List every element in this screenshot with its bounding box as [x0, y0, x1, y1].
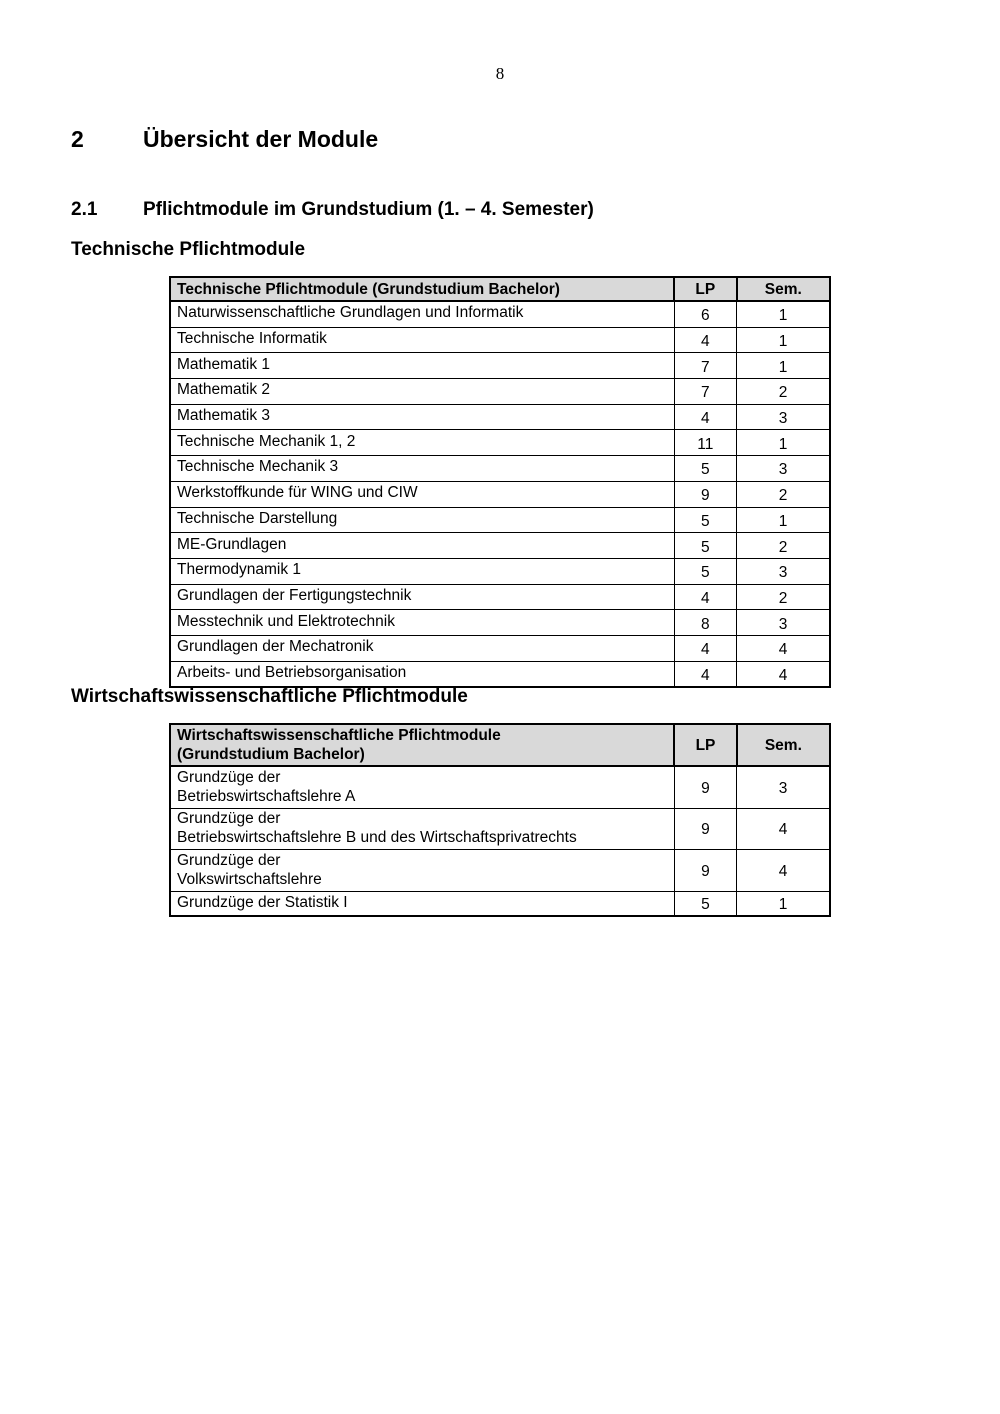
module-name: Werkstoffkunde für WING und CIW	[170, 481, 674, 507]
module-name	[170, 850, 674, 892]
module-name: Technische Darstellung	[170, 507, 674, 533]
module-name: Grundzüge der Statistik I	[170, 891, 674, 916]
table-row	[170, 404, 830, 430]
module-lp: 4	[674, 661, 737, 687]
module-sem: 1	[737, 507, 830, 533]
module-sem: 2	[737, 533, 830, 559]
header-sem: Sem.	[737, 277, 830, 301]
table-header-row	[170, 277, 830, 301]
module-sem: 3	[737, 404, 830, 430]
module-name: Technische Mechanik 3	[170, 456, 674, 482]
module-lp: 4	[674, 584, 737, 610]
section-title: Übersicht der Module	[143, 126, 379, 152]
module-lp: 9	[674, 766, 736, 808]
table-row	[170, 379, 830, 405]
table-row	[170, 808, 830, 850]
module-name: Technische Informatik	[170, 327, 674, 353]
module-sem: 3	[737, 558, 830, 584]
module-lp: 4	[674, 635, 737, 661]
module-sem: 1	[737, 327, 830, 353]
subsection-number: 2.1	[71, 199, 98, 220]
module-sem: 1	[737, 301, 830, 327]
module-sem: 2	[737, 481, 830, 507]
header-module	[170, 724, 674, 766]
table-row	[170, 584, 830, 610]
module-sem: 2	[737, 584, 830, 610]
table-row	[170, 533, 830, 559]
header-module-line-2: (Grundstudium Bachelor)	[177, 746, 365, 763]
module-name-line-2: Betriebswirtschaftslehre B und des Wirtschaftsprivatrechts	[177, 829, 577, 847]
module-name: Grundlagen der Fertigungstechnik	[170, 584, 674, 610]
module-name: Thermodynamik 1	[170, 558, 674, 584]
table-row	[170, 766, 830, 808]
module-lp: 6	[674, 301, 737, 327]
table-row	[170, 301, 830, 327]
module-sem: 4	[737, 808, 830, 850]
module-name: Grundlagen der Mechatronik	[170, 635, 674, 661]
module-sem: 3	[737, 610, 830, 636]
table-row	[170, 891, 830, 916]
subsection-title: Pflichtmodule im Grundstudium (1. – 4. Semester)	[143, 199, 594, 220]
module-lp: 7	[674, 353, 737, 379]
module-name: ME-Grundlagen	[170, 533, 674, 559]
module-name: Naturwissenschaftliche Grundlagen und Informatik	[170, 301, 674, 327]
header-lp: LP	[674, 724, 736, 766]
module-sem: 2	[737, 379, 830, 405]
header-module: Technische Pflichtmodule (Grundstudium Bachelor)	[170, 277, 674, 301]
header-sem: Sem.	[737, 724, 830, 766]
module-name: Arbeits- und Betriebsorganisation	[170, 661, 674, 687]
economics-heading: Wirtschaftswissenschaftliche Pflichtmodule	[71, 686, 468, 707]
section-heading	[71, 126, 378, 153]
module-lp: 5	[674, 558, 737, 584]
page-number: 8	[495, 64, 505, 83]
subsection-heading	[71, 199, 594, 221]
table-row	[170, 481, 830, 507]
table-row	[170, 850, 830, 892]
module-name: Mathematik 1	[170, 353, 674, 379]
module-lp: 5	[674, 456, 737, 482]
module-sem: 4	[737, 661, 830, 687]
table-row	[170, 558, 830, 584]
module-name-line-1: Grundzüge der	[177, 768, 281, 786]
module-lp: 9	[674, 850, 736, 892]
module-sem: 1	[737, 430, 830, 456]
table-row	[170, 635, 830, 661]
economics-modules-table	[169, 723, 831, 917]
module-name-line-2: Betriebswirtschaftslehre A	[177, 787, 356, 805]
module-sem: 3	[737, 766, 830, 808]
table-row	[170, 456, 830, 482]
module-lp: 4	[674, 404, 737, 430]
table-row	[170, 353, 830, 379]
table-row	[170, 610, 830, 636]
module-lp: 8	[674, 610, 737, 636]
module-sem: 3	[737, 456, 830, 482]
module-lp: 5	[674, 507, 737, 533]
module-name	[170, 808, 674, 850]
technical-modules-table	[169, 276, 831, 688]
module-sem: 4	[737, 635, 830, 661]
table-row	[170, 507, 830, 533]
table-row	[170, 430, 830, 456]
table-row	[170, 327, 830, 353]
module-lp: 5	[674, 891, 736, 916]
module-sem: 1	[737, 353, 830, 379]
module-name: Mathematik 2	[170, 379, 674, 405]
module-name: Mathematik 3	[170, 404, 674, 430]
module-lp: 4	[674, 327, 737, 353]
technical-heading: Technische Pflichtmodule	[71, 239, 306, 260]
section-number: 2	[71, 126, 84, 152]
module-name	[170, 766, 674, 808]
module-name: Technische Mechanik 1, 2	[170, 430, 674, 456]
table-header-row	[170, 724, 830, 766]
module-sem: 4	[737, 850, 830, 892]
module-lp: 11	[674, 430, 737, 456]
header-module-line-1: Wirtschaftswissenschaftliche Pflichtmodule	[177, 727, 501, 744]
module-sem: 1	[737, 891, 830, 916]
header-lp: LP	[674, 277, 737, 301]
module-lp: 7	[674, 379, 737, 405]
module-name-line-1: Grundzüge der	[177, 810, 281, 828]
module-lp: 9	[674, 808, 736, 850]
module-lp: 5	[674, 533, 737, 559]
module-lp: 9	[674, 481, 737, 507]
module-name: Messtechnik und Elektrotechnik	[170, 610, 674, 636]
table-row	[170, 661, 830, 687]
module-name-line-2: Volkswirtschaftslehre	[177, 870, 322, 888]
module-name-line-1: Grundzüge der	[177, 851, 281, 869]
